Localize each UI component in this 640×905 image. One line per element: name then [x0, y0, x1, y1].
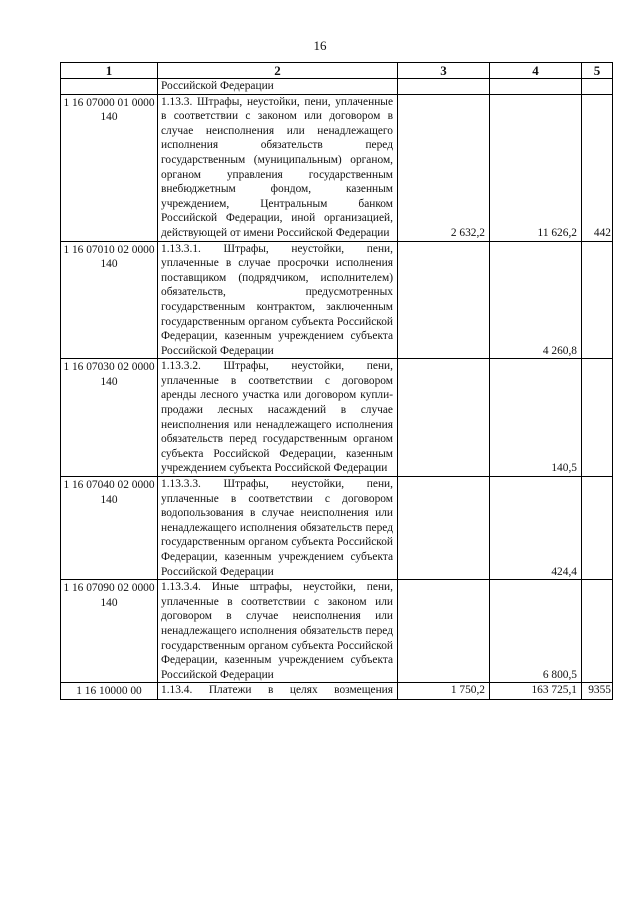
table-row [61, 683, 613, 700]
page-number: 16 [313, 38, 327, 53]
code-cell: 1 16 07040 02 0000 140 [61, 477, 158, 580]
col4-cell: 4 260,8 [490, 241, 582, 359]
code-cell: 1 16 07000 01 0000 140 [61, 94, 158, 241]
col3-cell [398, 359, 490, 477]
col5-cell [582, 477, 613, 580]
col4-cell [490, 79, 582, 95]
code-cell: 1 16 10000 00 [61, 683, 158, 700]
col5-cell [582, 580, 613, 683]
header-col-2: 2 [158, 63, 398, 79]
col4-cell: 140,5 [490, 359, 582, 477]
budget-table [60, 62, 613, 700]
header-col-4: 4 [490, 63, 582, 79]
header-row [61, 63, 613, 79]
continuation-row [61, 79, 613, 95]
header-col-5: 5 [582, 63, 613, 79]
code-cell: 1 16 07090 02 0000 140 [61, 580, 158, 683]
col5-cell: 442 [582, 94, 613, 241]
col5-cell [582, 241, 613, 359]
code-cell: 1 16 07030 02 0000 140 [61, 359, 158, 477]
description-cell: 1.13.3.4. Иные штрафы, неустойки, пени, уплаченные в соответствии с законом или договором в случае неисполнения или ненадлежащего исполнения обязательств перед государственным органом субъекта Российской Федерации, казенным учреждением субъекта Российской Федерации [158, 580, 398, 683]
col4-cell: 163 725,1 [490, 683, 582, 700]
col4-cell: 11 626,2 [490, 94, 582, 241]
description-cell: 1.13.4. Платежи в целях возмещения [158, 683, 398, 700]
col3-cell: 2 632,2 [398, 94, 490, 241]
table-row [61, 477, 613, 580]
col3-cell: 1 750,2 [398, 683, 490, 700]
table-row [61, 241, 613, 359]
table-row [61, 359, 613, 477]
code-cell [61, 79, 158, 95]
col3-cell [398, 79, 490, 95]
code-cell: 1 16 07010 02 0000 140 [61, 241, 158, 359]
header-col-1: 1 [61, 63, 158, 79]
col5-cell: 9355 [582, 683, 613, 700]
description-cell: 1.13.3.1. Штрафы, неустойки, пени, уплаченные в случае просрочки исполнения поставщиком (подрядчиком, исполнителем) обязательств, предусмотренных государственным контрактом, заключенным государственным органом субъекта Российской Федерации, казенным учреждением субъекта Российской Федерации [158, 241, 398, 359]
col3-cell [398, 241, 490, 359]
description-cell: Российской Федерации [158, 79, 398, 95]
col3-cell [398, 477, 490, 580]
description-cell: 1.13.3.2. Штрафы, неустойки, пени, уплаченные в соответствии с договором аренды лесного участка или договором купли-продажи лесных насаждений в случае неисполнения или ненадлежащего исполнения обязательств перед государственным органом субъекта Российской Федерации, казенным учреждением субъекта Российской Федерации [158, 359, 398, 477]
col5-cell [582, 79, 613, 95]
description-cell: 1.13.3.3. Штрафы, неустойки, пени, уплаченные в соответствии с договором водопользования в случае неисполнения или ненадлежащего исполнения обязательств перед государственным органом субъекта Российской Федерации, казенным учреждением субъекта Российской Федерации [158, 477, 398, 580]
col4-cell: 424,4 [490, 477, 582, 580]
description-cell: 1.13.3. Штрафы, неустойки, пени, уплаченные в соответствии с законом или договором в случае неисполнения или ненадлежащего исполнения обязательств перед государственным (муниципальным) органом, органом управления государственным внебюджетным фондом, казенным учреждением, Центральным банком Российской Федерации, иной организацией, действующей от имени Российской Федерации [158, 94, 398, 241]
col5-cell [582, 359, 613, 477]
table-row [61, 580, 613, 683]
col3-cell [398, 580, 490, 683]
col4-cell: 6 800,5 [490, 580, 582, 683]
header-col-3: 3 [398, 63, 490, 79]
table-row [61, 94, 613, 241]
